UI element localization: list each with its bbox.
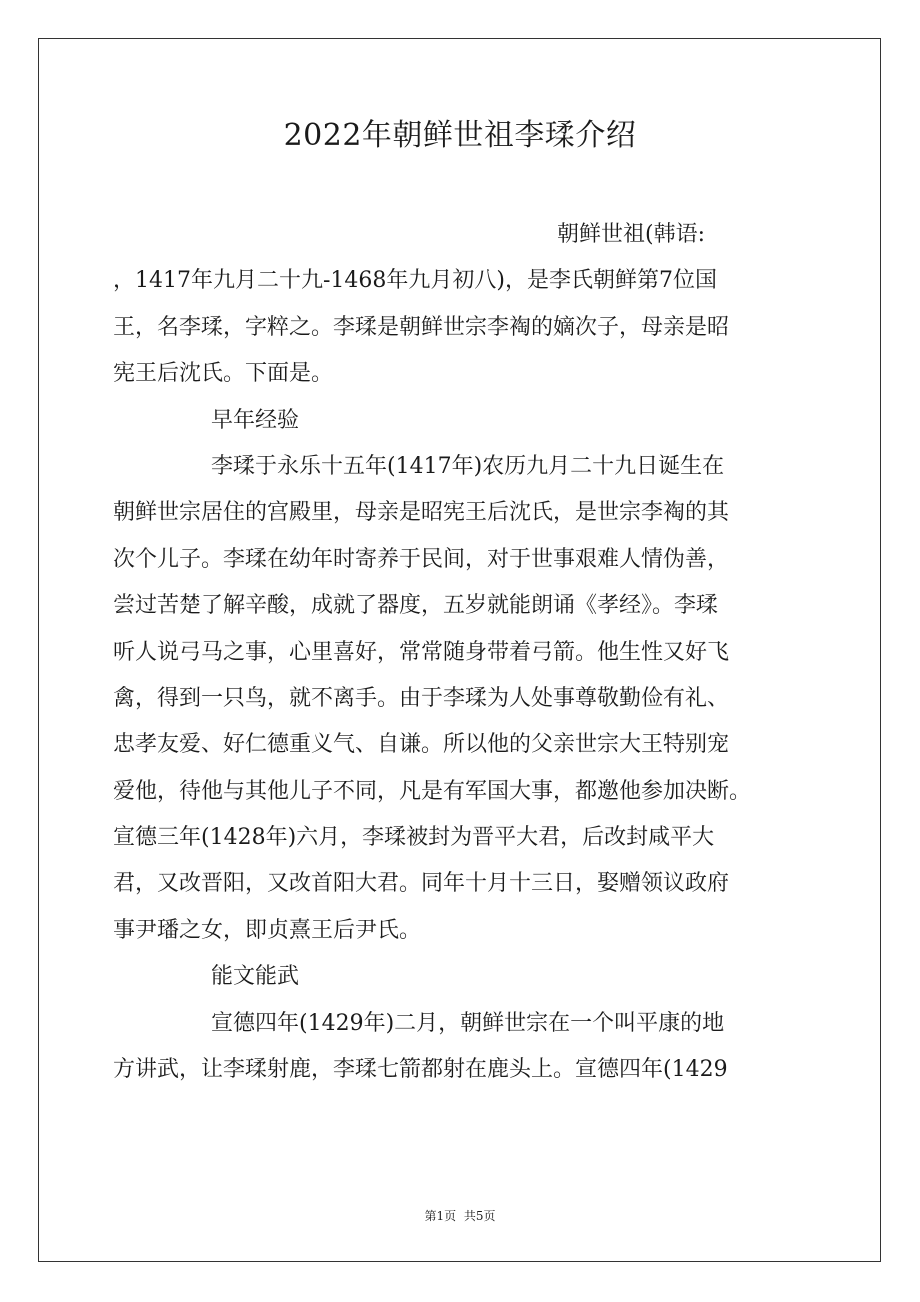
- body-line: 听人说弓马之事，心里喜好，常常随身带着弓箭。他生性又好飞: [113, 639, 730, 665]
- body-line: 次个儿子。李瑈在幼年时寄养于民间，对于世事艰难人情伪善，: [113, 546, 730, 572]
- body-line: 爱他，待他与其他儿子不同，凡是有军国大事，都邀他参加决断。: [113, 778, 752, 804]
- body-line: 宣德四年(1429年)二月，朝鲜世宗在一个叫平康的地: [211, 1010, 725, 1036]
- body-line: 尝过苦楚了解辛酸，成就了器度，五岁就能朗诵《孝经》。李瑈: [113, 593, 719, 619]
- body-line: 王，名李瑈，字粹之。李瑈是朝鲜世宗李裪的嫡次子，母亲是昭: [113, 314, 730, 340]
- page-number: 第1页: [424, 1209, 457, 1223]
- body-line: 宣德三年(1428年)六月，李瑈被封为晋平大君，后改封咸平大: [113, 825, 715, 851]
- document-title: 2022年朝鲜世祖李瑈介绍: [283, 118, 637, 153]
- body-line: 禽，得到一只鸟，就不离手。由于李瑈为人处事尊敬勤俭有礼、: [113, 685, 730, 711]
- section-heading: 能文能武: [211, 964, 300, 990]
- body-line: 方讲武，让李瑈射鹿，李瑈七箭都射在鹿头上。宣德四年(1429: [113, 1057, 728, 1083]
- body-line: 君，又改晋阳，又改首阳大君。同年十月十三日，娶赠领议政府: [113, 871, 730, 897]
- body-line: ，1417年九月二十九-1468年九月初八)，是李氏朝鲜第7位国: [113, 268, 717, 294]
- body-line: 宪王后沈氏。下面是。: [113, 361, 334, 387]
- body-line: 朝鲜世祖(韩语:: [557, 222, 705, 247]
- body-line: 朝鲜世宗居住的宫殿里，母亲是昭宪王后沈氏，是世宗李裪的其: [113, 500, 730, 526]
- body-line: 李瑈于永乐十五年(1417年)农历九月二十九日诞生在: [211, 453, 725, 479]
- page-total: 共5页: [463, 1209, 496, 1223]
- document-body: [113, 212, 813, 1093]
- body-line: 忠孝友爱、好仁德重义气、自谦。所以他的父亲世宗大王特别宠: [113, 732, 730, 758]
- body-line: 事尹璠之女，即贞熹王后尹氏。: [113, 917, 422, 943]
- section-heading: 早年经验: [211, 407, 300, 433]
- page-footer: [0, 1206, 920, 1226]
